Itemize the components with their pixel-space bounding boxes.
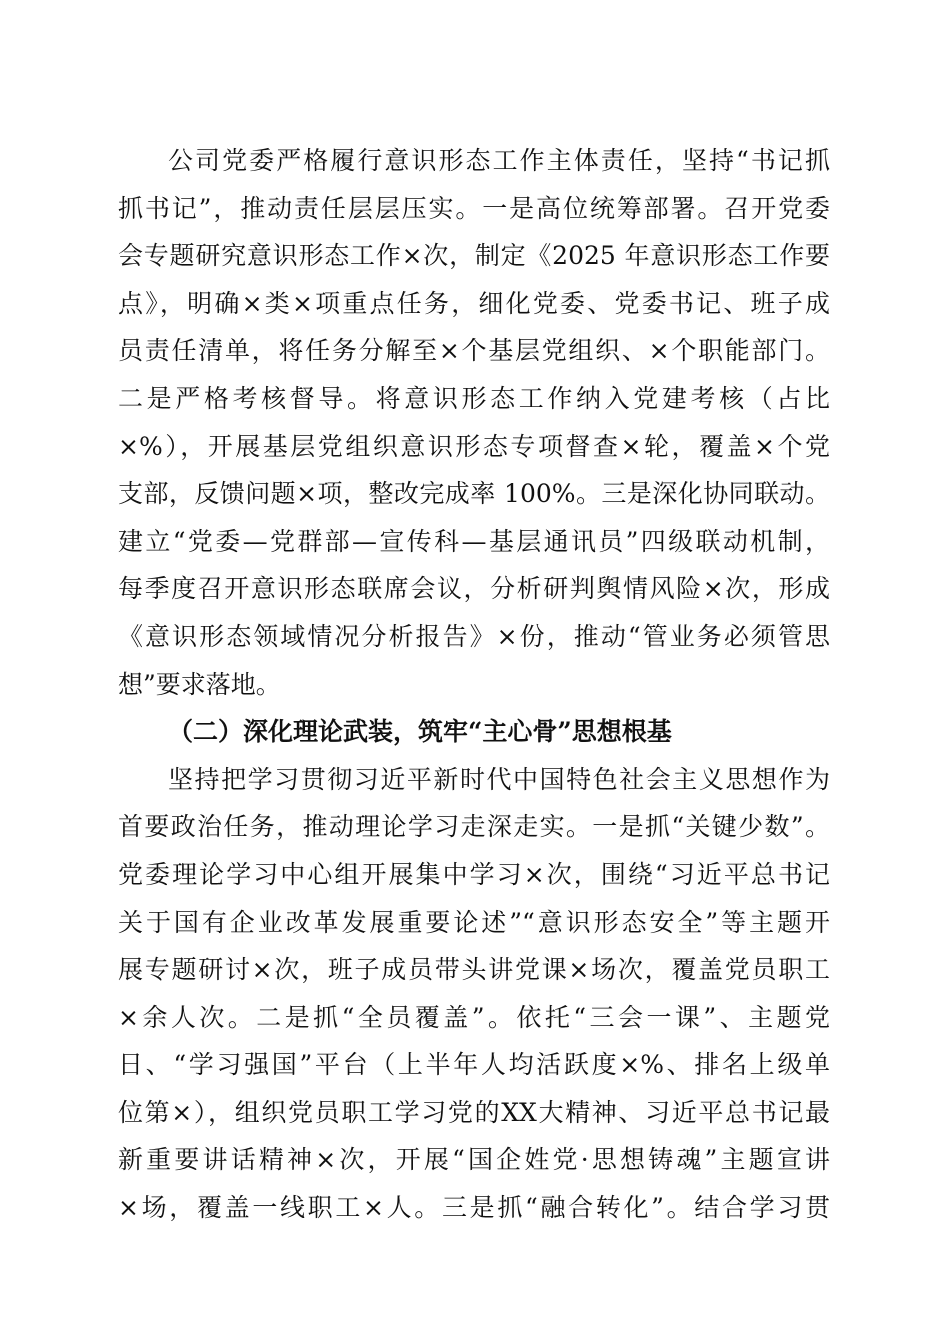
text-line: 建立“党委—党群部—宣传科—基层通讯员”四级联动机制， xyxy=(118,526,830,556)
text-line: 位第×），组织党员职工学习党的XX大精神、习近平总书记最 xyxy=(118,1097,830,1127)
text-line: 点》，明确×类×项重点任务，细化党委、党委书记、班子成 xyxy=(118,288,830,318)
text-line: 关于国有企业改革发展重要论述”“意识形态安全”等主题开 xyxy=(118,907,830,937)
text-line: 会专题研究意识形态工作×次，制定《2025 年意识形态工作要 xyxy=(118,241,830,271)
text-line: 展专题研讨×次，班子成员带头讲党课×场次，覆盖党员职工 xyxy=(118,955,830,985)
text-line: ×场，覆盖一线职工×人。三是抓“融合转化”。结合学习贯 xyxy=(118,1193,830,1223)
paragraph-theory xyxy=(118,756,830,1232)
text-line: 二是严格考核督导。将意识形态工作纳入党建考核（占比 xyxy=(118,383,830,413)
text-line: 员责任清单，将任务分解至×个基层党组织、×个职能部门。 xyxy=(118,336,830,366)
text-line: 支部，反馈问题×项，整改完成率 100%。三是深化协同联动。 xyxy=(118,479,830,509)
section-heading xyxy=(118,708,830,756)
paragraph-responsibility xyxy=(118,137,830,708)
text-line: 新重要讲话精神×次，开展“国企姓党·思想铸魂”主题宣讲 xyxy=(118,1145,830,1175)
text-line: 抓书记”，推动责任层层压实。一是高位统筹部署。召开党委 xyxy=(118,193,830,223)
text-line: 首要政治任务，推动理论学习走深走实。一是抓“关键少数”。 xyxy=(118,812,830,842)
text-line: 坚持把学习贯彻习近平新时代中国特色社会主义思想作为 xyxy=(168,764,830,794)
text-line: ×%），开展基层党组织意识形态专项督查×轮，覆盖×个党 xyxy=(118,431,830,461)
text-line: 日、“学习强国”平台（上半年人均活跃度×%、排名上级单 xyxy=(118,1050,830,1080)
text-line: 《意识形态领域情况分析报告》×份，推动“管业务必须管思 xyxy=(118,621,830,651)
text-line: 每季度召开意识形态联席会议，分析研判舆情风险×次，形成 xyxy=(118,574,830,604)
section-heading-text: （二）深化理论武装，筑牢“主心骨”思想根基 xyxy=(168,717,672,747)
text-line: 想”要求落地。 xyxy=(118,669,281,699)
text-line: 公司党委严格履行意识形态工作主体责任，坚持“书记抓 xyxy=(168,146,830,175)
document-body xyxy=(118,137,830,1232)
text-line: ×余人次。二是抓“全员覆盖”。依托“三会一课”、主题党 xyxy=(118,1002,830,1032)
text-line: 党委理论学习中心组开展集中学习×次，围绕“习近平总书记 xyxy=(118,859,830,889)
